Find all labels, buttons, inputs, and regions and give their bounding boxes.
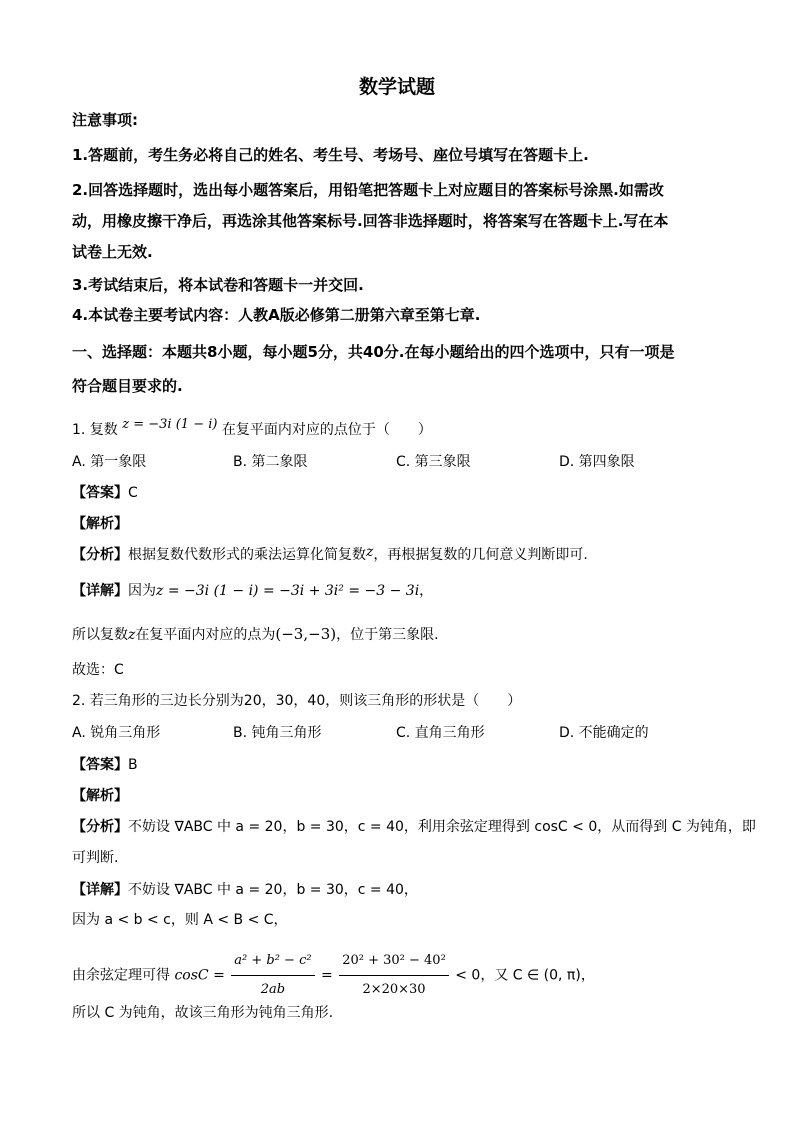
q2-frac2-denominator: 2×20×30 [362,982,426,997]
q2-stem: 2. 若三角形的三边长分别为20，30，40，则该三角形的形状是（ ） [72,693,522,709]
page-title: 数学试题 [358,76,435,98]
q1-option-d: D. 第四象限 [559,454,635,470]
q1-prefix: 1. 复数 [72,422,118,438]
q1-fenxi-var: z [366,544,374,560]
q2-option-a: A. 锐角三角形 [72,725,161,741]
q2-fenxi-cont: 可判断. [72,850,119,866]
q2-answer [72,756,138,774]
notice-item-2-cont: 动，用橡皮擦干净后，再选涂其他答案标号.回答非选择题时，将答案写在答题卡上.写在本 [72,212,669,230]
q1-detail-pre: 因为 [128,583,156,599]
q1-option-c: C. 第三象限 [396,454,471,470]
q1-choose: 故选：C [72,662,124,678]
q1-detail-expression: z = −3i (1 − i) = −3i + 3i² = −3 − 3i [156,583,420,599]
q2-frac2-numerator: 20² + 30² − 40² [339,948,449,976]
q2-option-c: C. 直角三角形 [396,725,485,741]
q1-answer-tag: 【答案】 [72,485,128,501]
q1-answer [72,484,138,502]
q1-stem [72,417,432,440]
q1-option-b: B. 第二象限 [233,454,308,470]
q2-cosine-law [72,948,595,1003]
notice-heading: 注意事项: [72,111,138,129]
q1-detail [72,582,433,600]
notice-item-3: 3.考试结束后，将本试卷和答题卡一并交回. [72,276,364,294]
q1-fenxi-tag: 【分析】 [72,547,128,563]
q1-so-tail: ，位于第三象限. [336,627,439,643]
q2-option-d: D. 不能确定的 [559,725,649,741]
q1-fenxi-text: 根据复数代数形式的乘法运算化简复数 [128,547,366,563]
q2-answer-value: B [128,757,138,773]
q2-cos-lhs: cosC = [174,967,225,984]
q1-fenxi [72,546,588,564]
q1-answer-value: C [128,485,138,501]
section-heading-cont: 符合题目要求的. [72,377,183,395]
q2-detail-tag: 【详解】 [72,882,128,898]
q1-so-var: z [128,627,136,643]
q2-detail-line1: 不妨设 ∇ABC 中 a = 20，b = 30，c = 40， [128,882,418,898]
q2-fenxi-line1: 不妨设 ∇ABC 中 a = 20，b = 30，c = 40，利用余弦定理得到 cosC < 0，从而得到 C 为钝角，即 [128,819,756,835]
q1-expression: z = −3i (1 − i) [122,417,218,432]
section-heading: 一、选择题：本题共8小题，每小题5分，共40分.在每小题给出的四个选项中，只有一项是 [72,343,675,361]
q2-answer-tag: 【答案】 [72,757,128,773]
q2-analysis-tag: 【解析】 [72,788,128,804]
notice-item-4: 4.本试卷主要考试内容：人教A版必修第二册第六章至第七章. [72,306,481,324]
q2-cos-pre: 由余弦定理可得 [72,967,170,984]
q1-fenxi-tail: ，再根据复数的几何意义判断即可. [373,547,588,563]
q2-conclusion: 所以 C 为钝角，故该三角形为钝角三角形. [72,1005,334,1021]
q1-analysis-tag: 【解析】 [72,516,128,532]
q2-fraction-numeric [339,948,449,1003]
q2-fenxi-tag: 【分析】 [72,819,128,835]
q2-equals: = [321,967,333,984]
q1-so-pre: 所以复数 [72,627,128,643]
q1-so-mid: 在复平面内对应的点为 [135,627,276,643]
q1-suffix: 在复平面内对应的点位于（ ） [221,422,432,438]
q2-frac1-numerator: a² + b² − c² [231,948,314,976]
q1-so [72,625,439,644]
q2-cos-tail: < 0，又 C ∈ (0, π)， [455,967,595,984]
q2-fraction-symbolic [231,948,314,1003]
q1-option-a: A. 第一象限 [72,454,147,470]
q1-detail-tag: 【详解】 [72,583,128,599]
q2-fenxi [72,818,756,836]
q2-detail [72,881,418,899]
notice-item-2: 2.回答选择题时，选出每小题答案后，用铅笔把答题卡上对应题目的答案标号涂黑.如需改 [72,181,664,199]
q1-so-point: (−3,−3) [275,625,337,643]
notice-item-2-cont2: 试卷上无效. [72,243,153,261]
notice-item-1: 1.答题前，考生务必将自己的姓名、考生号、考场号、座位号填写在答题卡上. [72,146,589,164]
q2-because: 因为 a < b < c，则 A < B < C， [72,912,288,928]
q2-option-b: B. 钝角三角形 [233,725,322,741]
q1-detail-tail: ， [419,583,434,599]
q2-frac1-denominator: 2ab [260,982,286,997]
